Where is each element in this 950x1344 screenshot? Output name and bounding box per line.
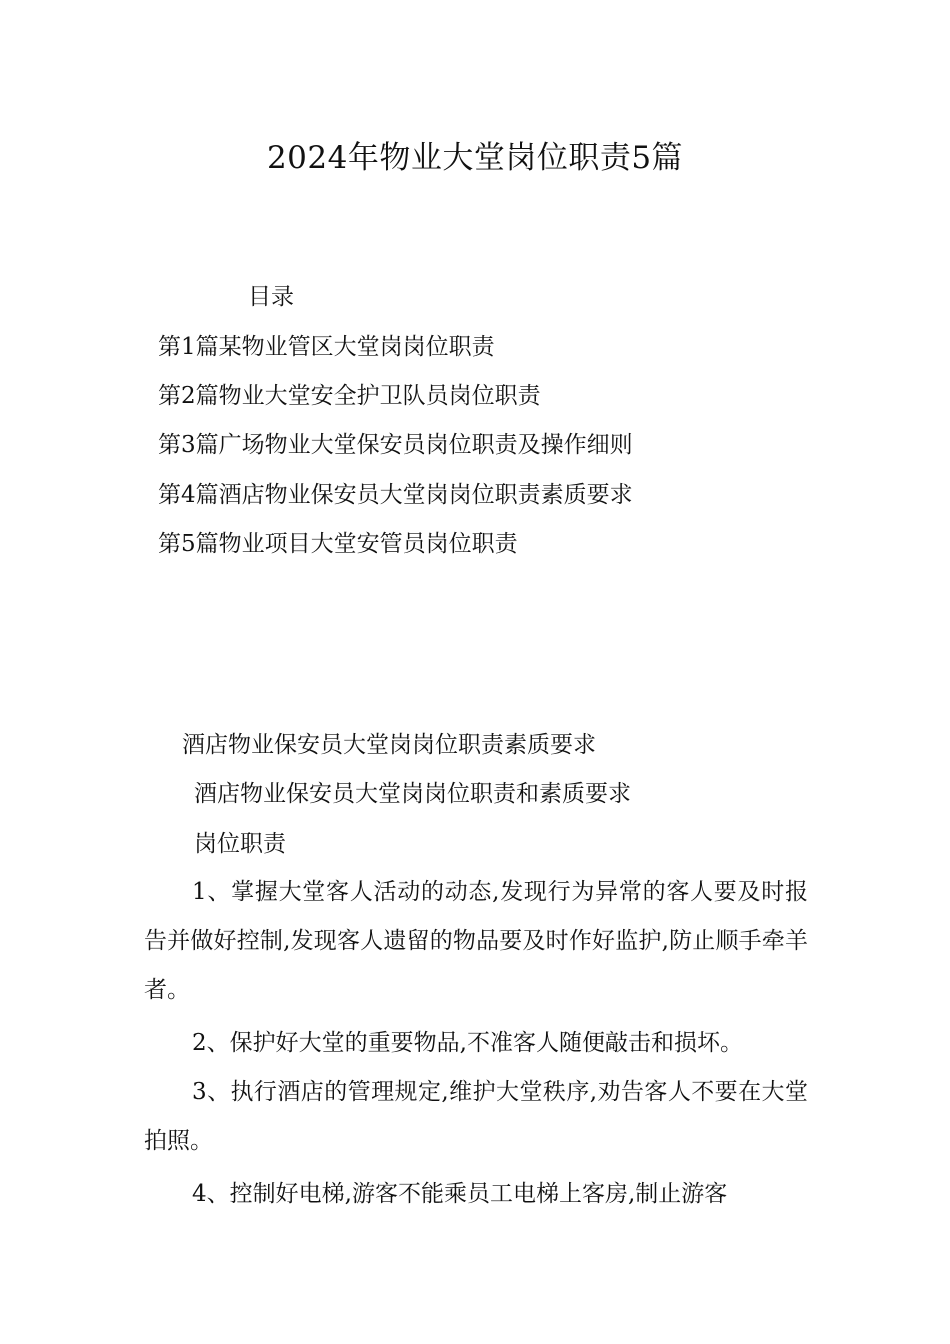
paragraph-text: 1、掌握大堂客人活动的动态,发现行为异常的客人要及时报告并做好控制,发现客人遗留的物品要及时作好监护,防止顺手牵羊者。 <box>144 879 808 1003</box>
body-paragraph <box>144 1019 808 1068</box>
paragraph-text: 4、控制好电梯,游客不能乘员工电梯上客房,制止游客 <box>192 1181 728 1207</box>
section-label: 岗位职责 <box>194 831 286 857</box>
toc-item: 第2篇物业大堂安全护卫队员岗位职责 <box>158 383 541 409</box>
toc-heading: 目录 <box>248 284 294 310</box>
toc-item: 第3篇广场物业大堂保安员岗位职责及操作细则 <box>158 432 633 458</box>
body-paragraph <box>144 868 808 1015</box>
toc-item: 第5篇物业项目大堂安管员岗位职责 <box>158 531 518 557</box>
paragraph-text: 3、执行酒店的管理规定,维护大堂秩序,劝告客人不要在大堂拍照。 <box>144 1079 808 1154</box>
section-subheading: 酒店物业保安员大堂岗岗位职责和素质要求 <box>194 781 631 807</box>
toc-item: 第4篇酒店物业保安员大堂岗岗位职责素质要求 <box>158 482 633 508</box>
document-title: 2024年物业大堂岗位职责5篇 <box>266 140 684 176</box>
section-heading: 酒店物业保安员大堂岗岗位职责素质要求 <box>182 732 596 758</box>
paragraph-text: 2、保护好大堂的重要物品,不准客人随便敲击和损坏。 <box>192 1030 743 1056</box>
body-paragraph <box>144 1068 808 1166</box>
body-paragraph <box>144 1170 808 1219</box>
toc-item: 第1篇某物业管区大堂岗岗位职责 <box>158 334 495 360</box>
